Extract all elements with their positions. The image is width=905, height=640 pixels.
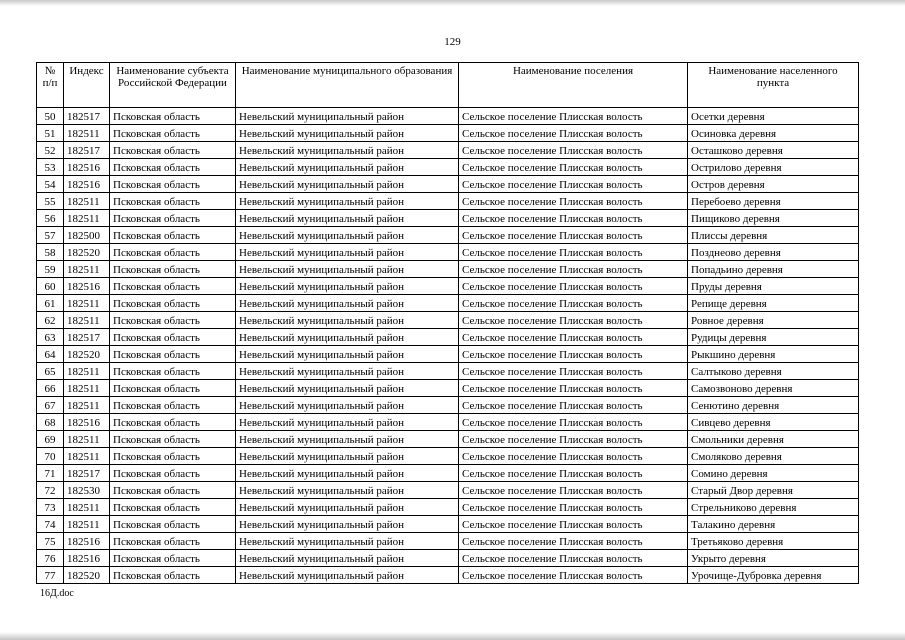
cell-number: 54 (37, 176, 64, 193)
cell-number: 58 (37, 244, 64, 261)
cell-subject: Псковская область (110, 210, 236, 227)
cell-subject: Псковская область (110, 261, 236, 278)
cell-index: 182511 (64, 125, 110, 142)
cell-settlement: Сельское поселение Плисская волость (459, 397, 688, 414)
cell-settlement: Сельское поселение Плисская волость (459, 414, 688, 431)
cell-subject: Псковская область (110, 193, 236, 210)
table-row (37, 125, 859, 142)
cell-municipality: Невельский муниципальный район (236, 567, 459, 584)
cell-locality: Рыкшино деревня (688, 346, 859, 363)
cell-settlement: Сельское поселение Плисская волость (459, 346, 688, 363)
cell-index: 182511 (64, 499, 110, 516)
cell-locality: Позднеово деревня (688, 244, 859, 261)
table-row (37, 108, 859, 125)
cell-subject: Псковская область (110, 397, 236, 414)
cell-number: 56 (37, 210, 64, 227)
cell-settlement: Сельское поселение Плисская волость (459, 295, 688, 312)
cell-subject: Псковская область (110, 278, 236, 295)
cell-number: 71 (37, 465, 64, 482)
cell-number: 70 (37, 448, 64, 465)
cell-municipality: Невельский муниципальный район (236, 482, 459, 499)
cell-subject: Псковская область (110, 533, 236, 550)
cell-subject: Псковская область (110, 567, 236, 584)
cell-settlement: Сельское поселение Плисская волость (459, 550, 688, 567)
scan-edge-top (0, 0, 905, 6)
table-row (37, 380, 859, 397)
cell-settlement: Сельское поселение Плисская волость (459, 567, 688, 584)
cell-municipality: Невельский муниципальный район (236, 346, 459, 363)
cell-index: 182511 (64, 431, 110, 448)
cell-index: 182511 (64, 210, 110, 227)
cell-subject: Псковская область (110, 516, 236, 533)
cell-settlement: Сельское поселение Плисская волость (459, 142, 688, 159)
cell-subject: Псковская область (110, 312, 236, 329)
cell-settlement: Сельское поселение Плисская волость (459, 516, 688, 533)
cell-settlement: Сельское поселение Плисская волость (459, 125, 688, 142)
cell-municipality: Невельский муниципальный район (236, 193, 459, 210)
cell-number: 69 (37, 431, 64, 448)
cell-locality: Плиссы деревня (688, 227, 859, 244)
cell-number: 72 (37, 482, 64, 499)
cell-number: 76 (37, 550, 64, 567)
cell-number: 65 (37, 363, 64, 380)
cell-settlement: Сельское поселение Плисская волость (459, 465, 688, 482)
cell-settlement: Сельское поселение Плисская волость (459, 261, 688, 278)
cell-locality: Пруды деревня (688, 278, 859, 295)
table-row (37, 142, 859, 159)
cell-locality: Старый Двор деревня (688, 482, 859, 499)
cell-locality: Сомино деревня (688, 465, 859, 482)
table-row (37, 261, 859, 278)
cell-locality: Рудицы деревня (688, 329, 859, 346)
cell-number: 60 (37, 278, 64, 295)
cell-locality: Салтыково деревня (688, 363, 859, 380)
cell-number: 55 (37, 193, 64, 210)
cell-locality: Сивцево деревня (688, 414, 859, 431)
cell-municipality: Невельский муниципальный район (236, 278, 459, 295)
cell-subject: Псковская область (110, 363, 236, 380)
cell-municipality: Невельский муниципальный район (236, 465, 459, 482)
cell-index: 182511 (64, 380, 110, 397)
cell-municipality: Невельский муниципальный район (236, 499, 459, 516)
column-header-locality: Наименование населенного пункта (688, 63, 859, 108)
cell-number: 63 (37, 329, 64, 346)
cell-locality: Сенютино деревня (688, 397, 859, 414)
table-row (37, 414, 859, 431)
cell-settlement: Сельское поселение Плисская волость (459, 312, 688, 329)
table-row (37, 210, 859, 227)
cell-index: 182517 (64, 108, 110, 125)
cell-locality: Укрыто деревня (688, 550, 859, 567)
cell-settlement: Сельское поселение Плисская волость (459, 431, 688, 448)
scan-edge-bottom (0, 632, 905, 640)
table-row (37, 516, 859, 533)
table-row (37, 295, 859, 312)
cell-subject: Псковская область (110, 244, 236, 261)
cell-index: 182500 (64, 227, 110, 244)
cell-municipality: Невельский муниципальный район (236, 363, 459, 380)
cell-number: 77 (37, 567, 64, 584)
table-row (37, 193, 859, 210)
cell-locality: Талакино деревня (688, 516, 859, 533)
cell-settlement: Сельское поселение Плисская волость (459, 278, 688, 295)
cell-index: 182516 (64, 533, 110, 550)
cell-subject: Псковская область (110, 142, 236, 159)
cell-settlement: Сельское поселение Плисская волость (459, 482, 688, 499)
table-row (37, 312, 859, 329)
column-header-settlement: Наименование поселения (459, 63, 688, 108)
cell-index: 182511 (64, 295, 110, 312)
cell-locality: Урочище-Дубровка деревня (688, 567, 859, 584)
cell-number: 62 (37, 312, 64, 329)
cell-settlement: Сельское поселение Плисская волость (459, 210, 688, 227)
column-header-number: № п/п (37, 63, 64, 108)
table-row (37, 363, 859, 380)
cell-number: 50 (37, 108, 64, 125)
table-row (37, 176, 859, 193)
cell-index: 182516 (64, 159, 110, 176)
table-row (37, 533, 859, 550)
cell-subject: Псковская область (110, 414, 236, 431)
cell-municipality: Невельский муниципальный район (236, 244, 459, 261)
cell-index: 182517 (64, 142, 110, 159)
cell-subject: Псковская область (110, 465, 236, 482)
cell-number: 73 (37, 499, 64, 516)
table-row (37, 346, 859, 363)
cell-index: 182511 (64, 448, 110, 465)
table-row (37, 499, 859, 516)
cell-municipality: Невельский муниципальный район (236, 261, 459, 278)
cell-settlement: Сельское поселение Плисская волость (459, 227, 688, 244)
cell-index: 182516 (64, 550, 110, 567)
cell-subject: Псковская область (110, 108, 236, 125)
cell-number: 59 (37, 261, 64, 278)
cell-municipality: Невельский муниципальный район (236, 533, 459, 550)
cell-number: 75 (37, 533, 64, 550)
cell-municipality: Невельский муниципальный район (236, 210, 459, 227)
cell-locality: Стрельниково деревня (688, 499, 859, 516)
cell-subject: Псковская область (110, 125, 236, 142)
cell-municipality: Невельский муниципальный район (236, 142, 459, 159)
cell-locality: Попадьино деревня (688, 261, 859, 278)
cell-index: 182511 (64, 193, 110, 210)
cell-subject: Псковская область (110, 482, 236, 499)
cell-subject: Псковская область (110, 329, 236, 346)
cell-subject: Псковская область (110, 227, 236, 244)
cell-index: 182517 (64, 465, 110, 482)
cell-index: 182516 (64, 414, 110, 431)
table-row (37, 567, 859, 584)
table-body (37, 108, 859, 584)
cell-municipality: Невельский муниципальный район (236, 227, 459, 244)
cell-settlement: Сельское поселение Плисская волость (459, 380, 688, 397)
cell-settlement: Сельское поселение Плисская волость (459, 108, 688, 125)
cell-municipality: Невельский муниципальный район (236, 448, 459, 465)
cell-index: 182530 (64, 482, 110, 499)
table-header (37, 63, 859, 108)
cell-number: 64 (37, 346, 64, 363)
cell-settlement: Сельское поселение Плисская волость (459, 159, 688, 176)
cell-municipality: Невельский муниципальный район (236, 414, 459, 431)
table-row (37, 244, 859, 261)
cell-municipality: Невельский муниципальный район (236, 159, 459, 176)
cell-subject: Псковская область (110, 346, 236, 363)
cell-locality: Самозвоново деревня (688, 380, 859, 397)
cell-subject: Псковская область (110, 159, 236, 176)
cell-locality: Репище деревня (688, 295, 859, 312)
cell-subject: Псковская область (110, 176, 236, 193)
cell-number: 57 (37, 227, 64, 244)
cell-index: 182520 (64, 244, 110, 261)
cell-number: 53 (37, 159, 64, 176)
cell-index: 182516 (64, 278, 110, 295)
cell-municipality: Невельский муниципальный район (236, 295, 459, 312)
cell-locality: Осташково деревня (688, 142, 859, 159)
cell-locality: Острилово деревня (688, 159, 859, 176)
cell-municipality: Невельский муниципальный район (236, 108, 459, 125)
cell-settlement: Сельское поселение Плисская волость (459, 533, 688, 550)
page-number: 129 (444, 36, 461, 48)
cell-index: 182511 (64, 261, 110, 278)
cell-municipality: Невельский муниципальный район (236, 397, 459, 414)
cell-locality: Смоляково деревня (688, 448, 859, 465)
cell-number: 52 (37, 142, 64, 159)
cell-index: 182517 (64, 329, 110, 346)
cell-municipality: Невельский муниципальный район (236, 329, 459, 346)
table-row (37, 550, 859, 567)
table-row (37, 278, 859, 295)
footer-filename: 16Д.doc (40, 588, 74, 599)
cell-locality: Пищиково деревня (688, 210, 859, 227)
table-row (37, 329, 859, 346)
cell-settlement: Сельское поселение Плисская волость (459, 363, 688, 380)
cell-number: 66 (37, 380, 64, 397)
cell-locality: Смольники деревня (688, 431, 859, 448)
cell-municipality: Невельский муниципальный район (236, 516, 459, 533)
cell-index: 182520 (64, 567, 110, 584)
cell-number: 61 (37, 295, 64, 312)
cell-subject: Псковская область (110, 431, 236, 448)
cell-locality: Ровное деревня (688, 312, 859, 329)
cell-locality: Перебоево деревня (688, 193, 859, 210)
settlements-table (36, 62, 859, 584)
cell-municipality: Невельский муниципальный район (236, 431, 459, 448)
cell-settlement: Сельское поселение Плисская волость (459, 448, 688, 465)
table-row (37, 397, 859, 414)
cell-subject: Псковская область (110, 295, 236, 312)
cell-locality: Осетки деревня (688, 108, 859, 125)
cell-index: 182511 (64, 516, 110, 533)
cell-municipality: Невельский муниципальный район (236, 312, 459, 329)
cell-index: 182511 (64, 397, 110, 414)
cell-settlement: Сельское поселение Плисская волость (459, 499, 688, 516)
cell-index: 182511 (64, 312, 110, 329)
cell-settlement: Сельское поселение Плисская волость (459, 176, 688, 193)
cell-subject: Псковская область (110, 448, 236, 465)
column-header-index: Индекс (64, 63, 110, 108)
cell-index: 182516 (64, 176, 110, 193)
cell-number: 67 (37, 397, 64, 414)
cell-municipality: Невельский муниципальный район (236, 380, 459, 397)
cell-number: 74 (37, 516, 64, 533)
cell-municipality: Невельский муниципальный район (236, 550, 459, 567)
cell-municipality: Невельский муниципальный район (236, 125, 459, 142)
table-row (37, 431, 859, 448)
table-row (37, 465, 859, 482)
cell-locality: Третьяково деревня (688, 533, 859, 550)
table-row (37, 227, 859, 244)
cell-number: 51 (37, 125, 64, 142)
cell-settlement: Сельское поселение Плисская волость (459, 193, 688, 210)
cell-settlement: Сельское поселение Плисская волость (459, 329, 688, 346)
cell-subject: Псковская область (110, 380, 236, 397)
cell-settlement: Сельское поселение Плисская волость (459, 244, 688, 261)
cell-subject: Псковская область (110, 499, 236, 516)
table-row (37, 159, 859, 176)
cell-locality: Осиновка деревня (688, 125, 859, 142)
cell-number: 68 (37, 414, 64, 431)
table-row (37, 448, 859, 465)
cell-municipality: Невельский муниципальный район (236, 176, 459, 193)
cell-index: 182511 (64, 363, 110, 380)
column-header-subject: Наименование субъекта Российской Федерации (110, 63, 236, 108)
cell-index: 182520 (64, 346, 110, 363)
cell-locality: Остров деревня (688, 176, 859, 193)
column-header-municipality: Наименование муниципального образования (236, 63, 459, 108)
cell-subject: Псковская область (110, 550, 236, 567)
table-row (37, 482, 859, 499)
